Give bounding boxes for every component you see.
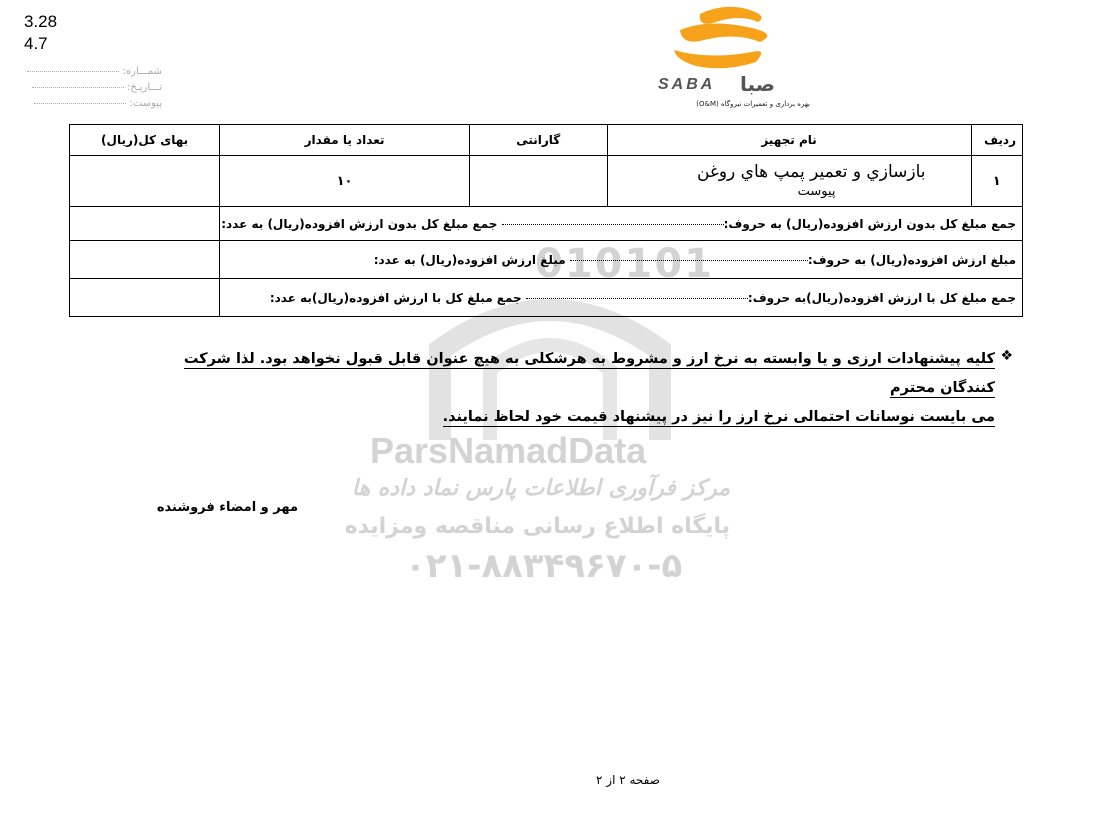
logo-caption: بهره برداری و تعمیرات نیروگاه (O&M) (696, 100, 810, 108)
header-total-price: بهای کل(ریال) (70, 125, 220, 156)
logo-latin-text: SABA (658, 76, 716, 93)
total-price-cell (70, 156, 220, 207)
summary-row-net (70, 207, 1023, 241)
summary-net-digits: جمع مبلغ کل بدون ارزش افزوده(ریال) به عدد: (221, 216, 498, 231)
price-table (69, 124, 1023, 317)
page-number: صفحه ۲ از ۲ (596, 773, 660, 787)
letter-number-field (22, 64, 162, 80)
watermark-line2: پایگاه اطلاع رسانی مناقصه ومزایده (344, 514, 730, 539)
table-header-row (70, 125, 1023, 156)
header-item: نام تجهیز (607, 125, 971, 156)
summary-vat-digits: مبلغ ارزش افزوده(ریال) به عدد: (373, 252, 566, 267)
summary-gross-digits: جمع مبلغ کل با ارزش افزوده(ریال)به عدد: (269, 290, 522, 305)
summary-gross-words: جمع مبلغ کل با ارزش افزوده(ریال)به حروف: (747, 290, 1016, 305)
summary-gross-text (220, 279, 1023, 317)
item-attachment: پیوست (797, 184, 836, 199)
header-quantity: تعداد یا مقدار (220, 125, 470, 156)
watermark-line1: مرکز فرآوری اطلاعات پارس نماد داده ها (351, 476, 730, 501)
watermark-digits: 010101 (535, 241, 714, 287)
note-bullet-icon: ❖ (1000, 348, 1013, 364)
summary-vat-words: مبلغ ارزش افزوده(ریال) به حروف: (807, 252, 1016, 267)
header-row-number: ردیف (971, 125, 1023, 156)
summary-vat-value (70, 241, 220, 279)
currency-note-line-1: کلیه پیشنهادات ارزی و یا وابسته به نرخ ارز و مشروط به هرشکلی به هیچ عنوان قابل قبول نخواهد بود. لذا شرکت کنندگان محترم (183, 351, 995, 396)
seller-signature-label: مهر و امضاء فروشنده (156, 500, 298, 515)
version-line-2: 4.7 (24, 34, 48, 53)
summary-net-value (70, 207, 220, 241)
summary-row-vat (70, 241, 1023, 279)
watermark-brand: ParsNamadData (370, 430, 647, 471)
summary-row-gross (70, 279, 1023, 317)
letter-number-label: شمـــاره: (122, 66, 162, 77)
warranty-cell (469, 156, 607, 207)
item-name: بازسازي و تعمير پمپ هاي روغن (696, 162, 926, 182)
currency-note-line-2: می بایست نوسانات احتمالی نرخ ارز را نیز در پیشنهاد قیمت خود لحاظ نمایند. (442, 409, 995, 425)
version-line-1: 3.28 (24, 12, 58, 31)
letter-attachment-label: پیوست: (129, 98, 162, 109)
logo-persian-text: صبا (740, 72, 775, 96)
summary-vat-text (220, 241, 1023, 279)
quantity-cell: ۱۰ (220, 156, 470, 207)
summary-net-words: جمع مبلغ کل بدون ارزش افزوده(ریال) به حروف: (723, 216, 1016, 231)
header-warranty: گارانتی (469, 125, 607, 156)
letter-date-label: تـــاریـخ: (127, 82, 162, 93)
item-cell (607, 156, 971, 207)
row-number: ۱ (971, 156, 1023, 207)
table-row (70, 156, 1023, 207)
company-logo (640, 0, 820, 115)
letter-attachment-field (22, 96, 162, 112)
summary-gross-value (70, 279, 220, 317)
currency-note (155, 345, 995, 432)
summary-net-text (220, 207, 1023, 241)
watermark-phone: ۰۲۱-۸۸۳۴۹۶۷۰-۵ (405, 546, 683, 586)
letter-date-field (22, 80, 162, 96)
